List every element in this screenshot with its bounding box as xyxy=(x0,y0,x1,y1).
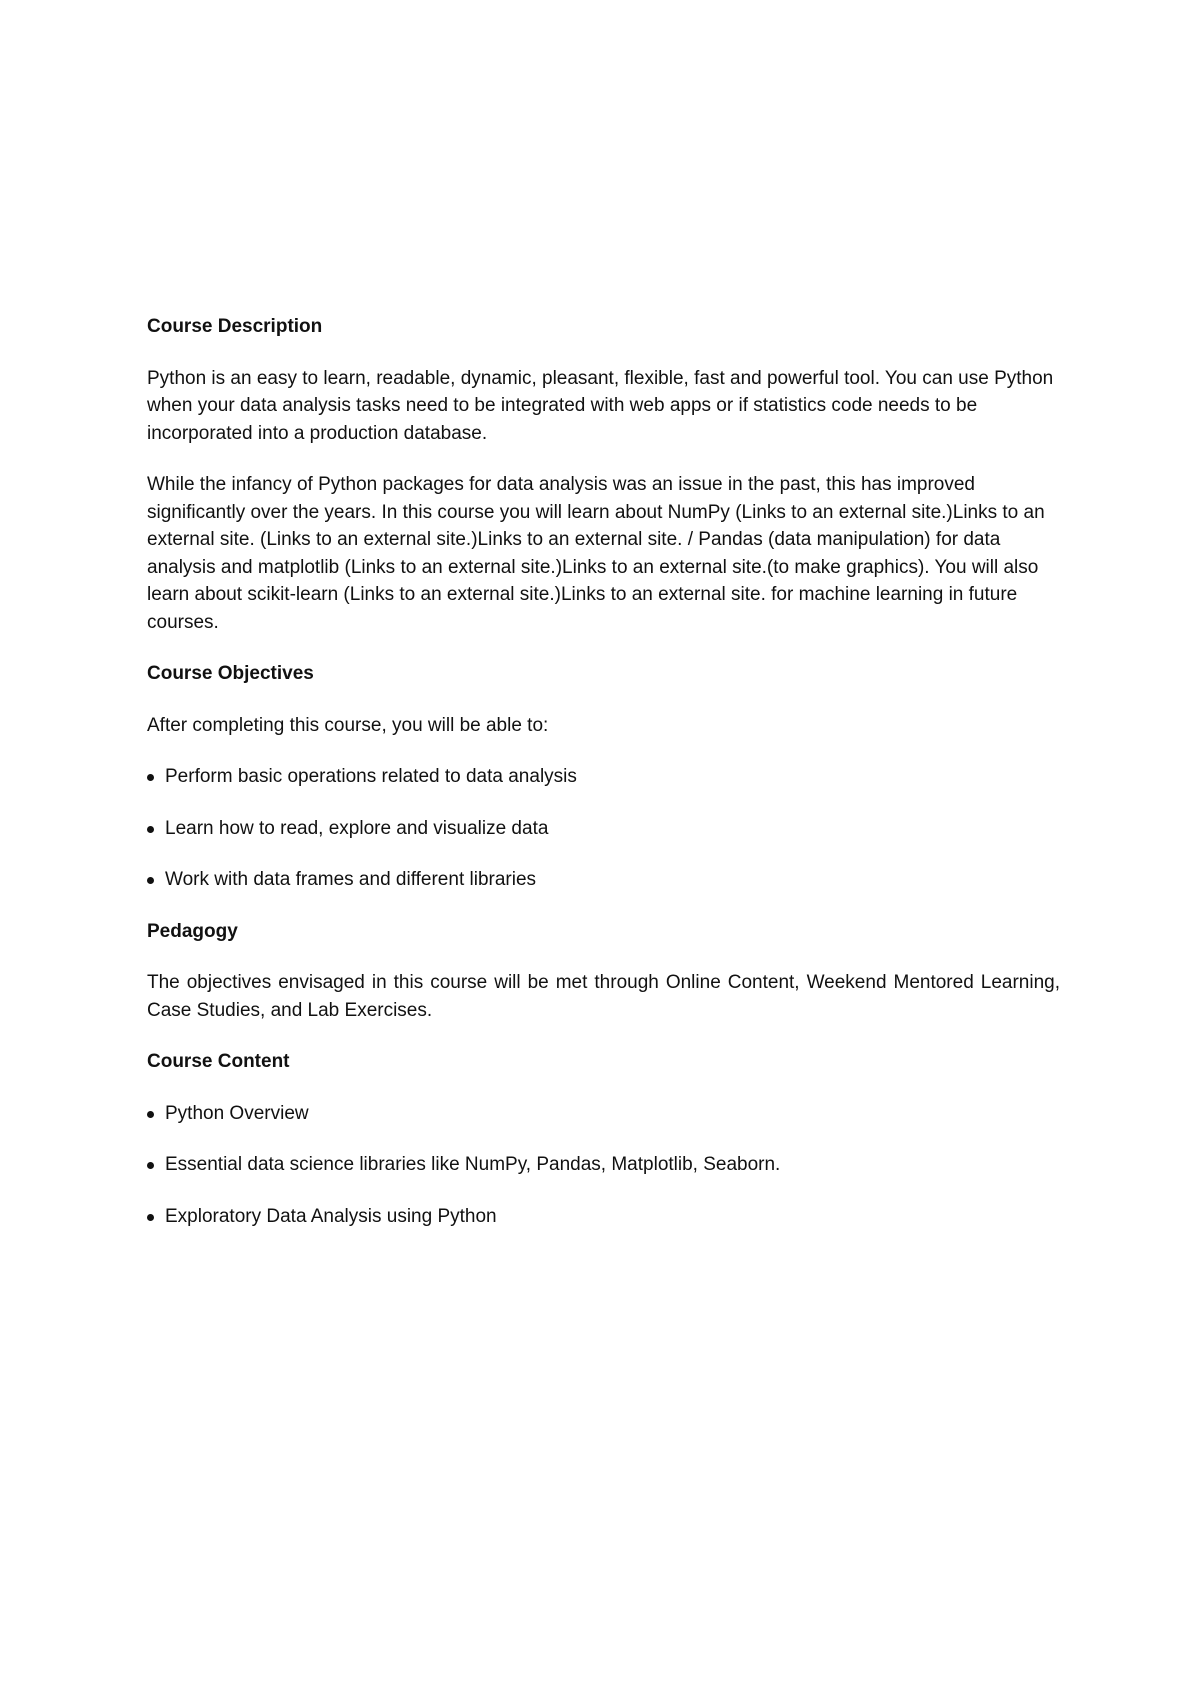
content-text: Exploratory Data Analysis using Python xyxy=(165,1205,497,1227)
course-description-heading: Course Description xyxy=(147,316,323,337)
bullet-icon xyxy=(147,774,154,781)
list-item xyxy=(147,815,1060,843)
list-item xyxy=(147,1100,1060,1128)
bullet-icon xyxy=(147,1214,154,1221)
objective-text: Work with data frames and different libraries xyxy=(165,869,537,890)
list-item xyxy=(147,763,1060,791)
list-item xyxy=(147,866,1060,894)
document-page xyxy=(147,313,1060,1254)
content-text: Essential data science libraries like NumPy, Pandas, Matplotlib, Seaborn. xyxy=(165,1154,781,1175)
bullet-icon xyxy=(147,1111,154,1118)
course-description-paragraph-1: Python is an easy to learn, readable, dynamic, pleasant, flexible, fast and powerful tool. You can use Python when your data analysis tasks need to be integrated with web apps or if statistics code needs to be incorporated into a production database. xyxy=(147,367,1054,444)
list-item xyxy=(147,1151,1060,1179)
objective-text: Learn how to read, explore and visualize data xyxy=(165,817,549,839)
content-text: Python Overview xyxy=(165,1102,309,1124)
bullet-icon xyxy=(147,826,154,833)
objectives-list xyxy=(147,763,1060,894)
pedagogy-paragraph: The objectives envisaged in this course will be met through Online Content, Weekend Mentored Learning, Case Studies, and Lab Exercises. xyxy=(147,972,1060,1021)
list-item xyxy=(147,1203,1060,1231)
course-objectives-heading: Course Objectives xyxy=(147,663,314,684)
course-content-heading: Course Content xyxy=(147,1051,290,1072)
course-description-paragraph-2: While the infancy of Python packages for data analysis was an issue in the past, this has improved significantly over the years. In this course you will learn about NumPy (Links to an external site.)Links to an external site. (Links to an external site.)Links to an external site. / Pandas (data manipulation) for data analysis and matplotlib (Links to an external site.)Links to an external site.(to make graphics). You will also learn about scikit-learn (Links to an external site.)Links to an external site. for machine learning in future courses. xyxy=(147,474,1045,633)
pedagogy-heading: Pedagogy xyxy=(147,920,238,942)
course-objectives-intro: After completing this course, you will be able to: xyxy=(147,714,549,736)
bullet-icon xyxy=(147,877,154,884)
objective-text: Perform basic operations related to data analysis xyxy=(165,766,577,787)
content-list xyxy=(147,1100,1060,1231)
bullet-icon xyxy=(147,1162,154,1169)
